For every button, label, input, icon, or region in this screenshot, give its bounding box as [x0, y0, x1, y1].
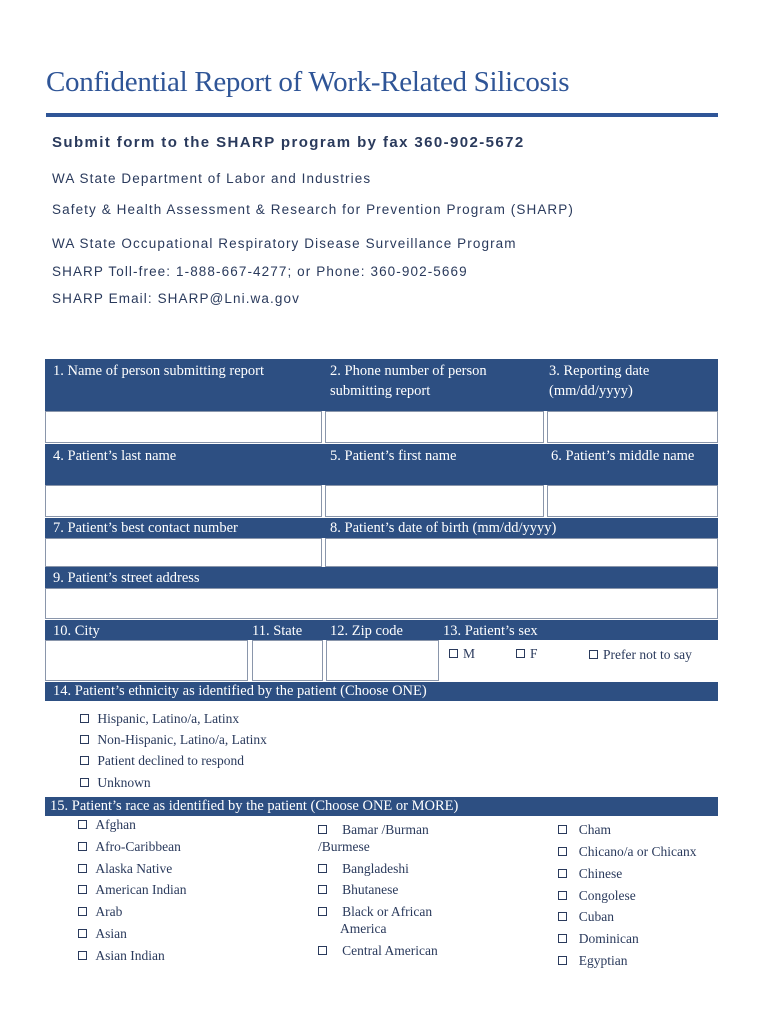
ethnicity-option-declined[interactable]: Patient declined to respond [80, 752, 244, 769]
checkbox-icon [516, 649, 525, 658]
race-option-black-african[interactable]: Black or African America [318, 903, 470, 937]
checkbox-icon [318, 946, 327, 955]
email-line: SHARP Email: SHARP@Lni.wa.gov [52, 291, 300, 306]
race-option-cham[interactable]: Cham [558, 821, 611, 838]
race-option-american-indian[interactable]: American Indian [78, 881, 186, 898]
patient-dob-input[interactable] [325, 538, 718, 567]
city-input[interactable] [45, 640, 248, 681]
ethnicity-heading: 14. Patient’s ethnicity as identified by the patient (Choose ONE) [53, 683, 427, 699]
checkbox-icon [589, 650, 598, 659]
field-12-label: 12. Zip code [330, 623, 403, 639]
field-2-label: 2. Phone number of person submitting report [330, 363, 487, 399]
sex-option-prefer-not[interactable]: Prefer not to say [589, 646, 692, 663]
checkbox-icon [318, 825, 327, 834]
checkbox-icon [80, 778, 89, 787]
title-rule [46, 113, 718, 117]
field-3-label: 3. Reporting date (mm/dd/yyyy) [549, 363, 650, 399]
race-option-afro-caribbean[interactable]: Afro-Caribbean [78, 838, 181, 855]
field-1-label: 1. Name of person submitting report [53, 363, 265, 379]
field-7-label: 7. Patient’s best contact number [53, 520, 238, 536]
race-option-asian-indian[interactable]: Asian Indian [78, 947, 165, 964]
race-option-chinese[interactable]: Chinese [558, 865, 622, 882]
race-option-central-american[interactable]: Central American [318, 942, 438, 959]
checkbox-icon [78, 907, 87, 916]
page-title: Confidential Report of Work-Related Silicosis [46, 66, 570, 98]
checkbox-icon [558, 956, 567, 965]
agency-line: WA State Department of Labor and Industries [52, 171, 372, 186]
race-option-dominican[interactable]: Dominican [558, 930, 639, 947]
checkbox-icon [78, 951, 87, 960]
checkbox-icon [558, 847, 567, 856]
checkbox-icon [558, 912, 567, 921]
race-option-cuban[interactable]: Cuban [558, 908, 614, 925]
race-option-alaska-native[interactable]: Alaska Native [78, 860, 172, 877]
reporting-date-input[interactable] [547, 411, 718, 443]
field-10-label: 10. City [53, 623, 100, 639]
submitter-phone-input[interactable] [325, 411, 544, 443]
submit-instructions: Submit form to the SHARP program by fax 360-902-5672 [52, 134, 525, 151]
race-option-asian[interactable]: Asian [78, 925, 127, 942]
checkbox-icon [449, 649, 458, 658]
race-option-bamar[interactable]: Bamar /Burman /Burmese [318, 822, 429, 854]
checkbox-icon [318, 864, 327, 873]
field-9-label: 9. Patient’s street address [53, 570, 200, 586]
submitter-name-input[interactable] [45, 411, 322, 443]
race-option-bhutanese[interactable]: Bhutanese [318, 881, 398, 898]
checkbox-icon [80, 756, 89, 765]
ethnicity-option-hispanic[interactable]: Hispanic, Latino/a, Latinx [80, 710, 239, 727]
patient-first-name-input[interactable] [325, 485, 544, 517]
phone-line: SHARP Toll-free: 1-888-667-4277; or Phone: 360-902-5669 [52, 264, 468, 279]
checkbox-icon [78, 929, 87, 938]
checkbox-icon [558, 934, 567, 943]
race-option-egyptian[interactable]: Egyptian [558, 952, 628, 969]
race-option-arab[interactable]: Arab [78, 903, 122, 920]
zip-input[interactable] [326, 640, 439, 681]
checkbox-icon [558, 869, 567, 878]
surveillance-line: WA State Occupational Respiratory Disease Surveillance Program [52, 236, 517, 251]
field-13-label: 13. Patient’s sex [443, 623, 538, 639]
checkbox-icon [78, 864, 87, 873]
field-8-label: 8. Patient’s date of birth (mm/dd/yyyy) [330, 520, 557, 536]
ethnicity-option-non-hispanic[interactable]: Non-Hispanic, Latino/a, Latinx [80, 731, 267, 748]
program-line: Safety & Health Assessment & Research for Prevention Program (SHARP) [52, 202, 574, 217]
checkbox-icon [318, 907, 327, 916]
patient-contact-input[interactable] [45, 538, 322, 567]
state-input[interactable] [252, 640, 323, 681]
checkbox-icon [78, 842, 87, 851]
checkbox-icon [78, 885, 87, 894]
race-option-bangladeshi[interactable]: Bangladeshi [318, 860, 409, 877]
checkbox-icon [558, 891, 567, 900]
race-option-afghan[interactable]: Afghan [78, 816, 136, 833]
patient-middle-name-input[interactable] [547, 485, 718, 517]
field-6-label: 6. Patient’s middle name [551, 448, 695, 464]
patient-last-name-input[interactable] [45, 485, 322, 517]
checkbox-icon [558, 825, 567, 834]
checkbox-icon [78, 820, 87, 829]
street-address-input[interactable] [45, 588, 718, 619]
field-4-label: 4. Patient’s last name [53, 448, 177, 464]
ethnicity-option-unknown[interactable]: Unknown [80, 774, 151, 791]
race-option-congolese[interactable]: Congolese [558, 887, 636, 904]
checkbox-icon [318, 885, 327, 894]
race-heading: 15. Patient’s race as identified by the patient (Choose ONE or MORE) [50, 798, 459, 814]
checkbox-icon [80, 735, 89, 744]
field-11-label: 11. State [252, 623, 303, 639]
checkbox-icon [80, 714, 89, 723]
sex-option-f[interactable]: F [516, 645, 538, 662]
field-5-label: 5. Patient’s first name [330, 448, 457, 464]
sex-option-m[interactable]: M [449, 645, 475, 662]
race-option-chicano[interactable]: Chicano/a or Chicanx [558, 843, 696, 860]
